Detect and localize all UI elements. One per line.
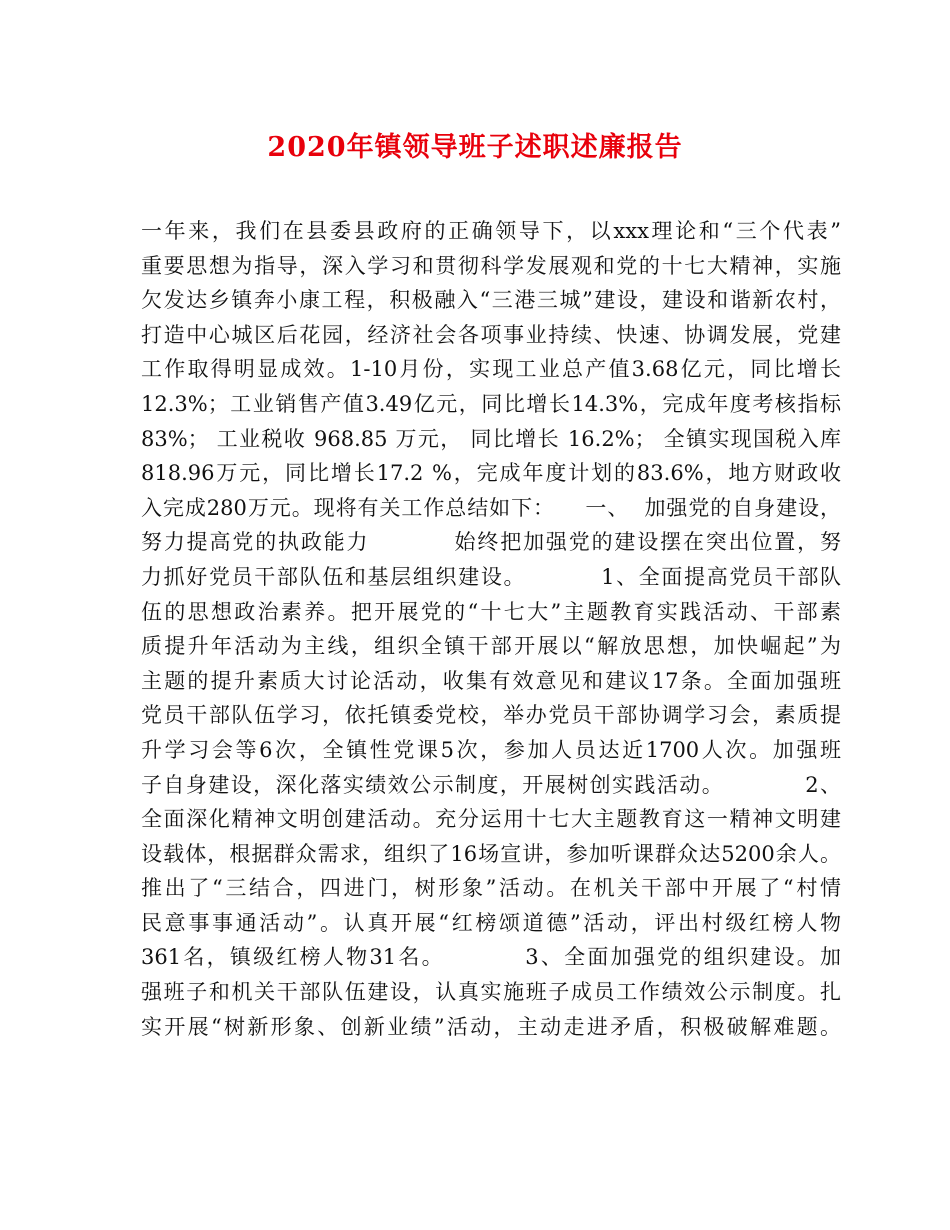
body-line: 重要思想为指导，深入学习和贯彻科学发展观和党的十七大精神，实施 <box>141 253 841 278</box>
body-line: 打造中心城区后花园，经济社会各项事业持续、快速、协调发展，党建 <box>141 322 841 347</box>
body-line: 质提升年活动为主线，组织全镇干部开展以“解放思想，加快崛起”为 <box>141 634 841 659</box>
body-line: 入完成280万元。现将有关工作总结如下： 一、 加强党的自身建设， <box>141 495 841 520</box>
body-line: 工作取得明显成效。1-10月份，实现工业总产值3.68亿元，同比增长 <box>141 357 841 382</box>
body-line: 设载体，根据群众需求，组织了16场宣讲，参加听课群众达5200余人。 <box>141 841 841 866</box>
body-line: 努力提高党的执政能力 始终把加强党的建设摆在突出位置，努 <box>141 530 841 555</box>
body-line: 一年来，我们在县委县政府的正确领导下，以xxx理论和“三个代表” <box>141 219 841 243</box>
body-line: 民意事事通活动”。认真开展“红榜颂道德”活动，评出村级红榜人物 <box>141 910 841 935</box>
body-line: 强班子和机关干部队伍建设，认真实施班子成员工作绩效公示制度。扎 <box>141 980 841 1005</box>
body-line: 子自身建设，深化落实绩效公示制度，开展树创实践活动。 2、 <box>141 772 841 797</box>
body-line: 党员干部队伍学习，依托镇委党校，举办党员干部协调学习会，素质提 <box>141 703 841 728</box>
body-line: 361名，镇级红榜人物31名。 3、全面加强党的组织建设。加 <box>141 945 841 970</box>
document-title: 2020年镇领导班子述职述廉报告 <box>267 132 683 163</box>
body-line: 推出了“三结合，四进门，树形象”活动。在机关干部中开展了“村情 <box>141 876 841 901</box>
body-line: 全面深化精神文明创建活动。充分运用十七大主题教育这一精神文明建 <box>141 807 841 832</box>
body-line: 实开展“树新形象、创新业绩”活动，主动走进矛盾，积极破解难题。 <box>141 1014 841 1039</box>
body-line: 伍的思想政治素养。把开展党的“十七大”主题教育实践活动、干部素 <box>141 599 841 624</box>
body-line: 升学习会等6次，全镇性党课5次，参加人员达近1700人次。加强班 <box>141 737 841 762</box>
body-line: 欠发达乡镇奔小康工程，积极融入“三港三城”建设，建设和谐新农村， <box>141 288 841 313</box>
body-line: 力抓好党员干部队伍和基层组织建设。 1、全面提高党员干部队 <box>141 564 841 589</box>
body-line: 83%； 工业税收 968.85 万元， 同比增长 16.2%； 全镇实现国税入库 <box>141 426 841 451</box>
body-line: 818.96万元，同比增长17.2 %，完成年度计划的83.6%，地方财政收 <box>141 461 841 486</box>
body-line: 主题的提升素质大讨论活动，收集有效意见和建议17条。全面加强班 <box>141 668 841 693</box>
body-line: 12.3%；工业销售产值3.49亿元，同比增长14.3%，完成年度考核指标 <box>141 391 841 416</box>
document-body <box>141 214 841 1044</box>
